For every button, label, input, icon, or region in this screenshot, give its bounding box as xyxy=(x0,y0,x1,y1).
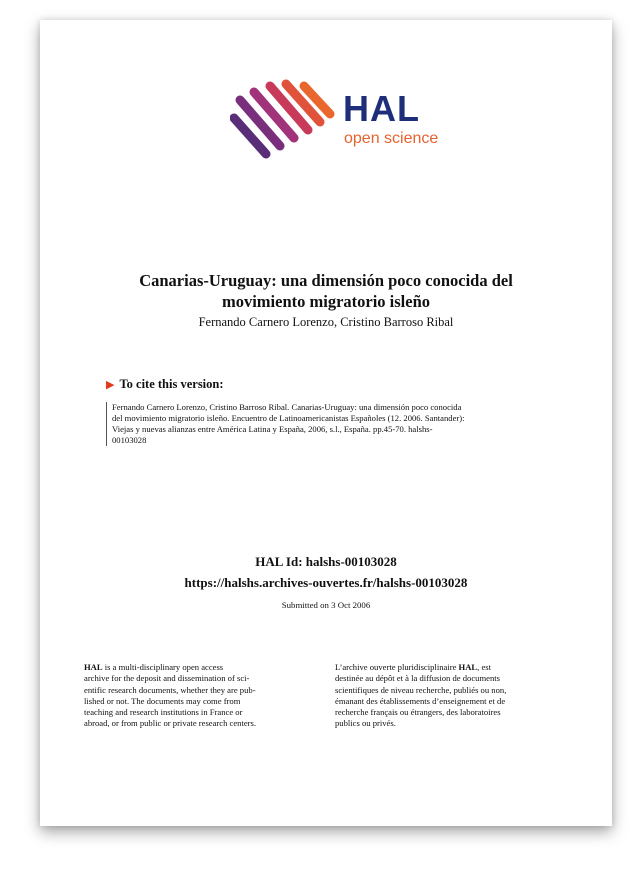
abstract-line: archive for the deposit and dissemination of sci- xyxy=(84,673,250,684)
title-line: Canarias-Uruguay: una dimensión poco conocida del xyxy=(139,271,513,290)
citation-line: 00103028 xyxy=(112,435,147,445)
hal-id: HAL Id: halshs-00103028 xyxy=(255,554,397,569)
title-line: movimiento migratorio isleño xyxy=(221,292,431,311)
hal-bold: HAL xyxy=(458,662,478,672)
submitted-date: Submitted on 3 Oct 2006 xyxy=(281,600,371,610)
abstract-line: scientifiques de niveau recherche, publiés ou non, xyxy=(335,684,507,695)
abstract-text: , est xyxy=(477,662,491,672)
citation-line: Viejas y nuevas alianzas entre América Latina y España, 2006, s.l., España. pp.45-70. halshs- xyxy=(112,424,433,434)
citation-line: Fernando Carnero Lorenzo, Cristino Barroso Ribal. Canarias-Uruguay: una dimensión poco conocida xyxy=(112,402,462,412)
abstract-french xyxy=(335,662,569,730)
hal-logo xyxy=(230,76,470,184)
abstract-line: lished or not. The documents may come from xyxy=(84,695,241,706)
stripe-3 xyxy=(254,92,294,138)
abstract-line xyxy=(335,662,569,673)
abstract-line: abroad, or from public or private research centers. xyxy=(84,718,257,729)
authors: Fernando Carnero Lorenzo, Cristino Barroso Ribal xyxy=(198,315,454,329)
citation-line: del movimiento migratorio isleño. Encuentro de Latinoamericanistas Españoles (12. 2006. Santander): xyxy=(112,413,465,423)
abstract-english xyxy=(84,662,318,730)
stripe-2 xyxy=(240,100,280,146)
abstract-line: publics ou privés. xyxy=(335,718,396,729)
cite-heading-text: To cite this version: xyxy=(119,377,224,391)
hal-url-link[interactable]: https://halshs.archives-ouvertes.fr/halshs-00103028 xyxy=(184,575,468,590)
hal-bold: HAL xyxy=(84,662,103,672)
abstract-line xyxy=(84,662,318,673)
hal-stripes-icon xyxy=(230,76,340,184)
triangle-right-icon: ▶ xyxy=(106,379,115,391)
abstract-text: is a multi-disciplinary open access xyxy=(102,662,224,672)
hal-wordmark: HAL xyxy=(343,88,420,129)
abstract-line: teaching and research institutions in France or xyxy=(84,707,243,718)
paper-title xyxy=(70,270,582,312)
abstract-line: émanant des établissements d’enseignement et de xyxy=(335,695,506,706)
hal-tagline: open science xyxy=(344,130,439,147)
citation-block xyxy=(106,402,596,446)
cite-heading xyxy=(106,377,224,392)
abstract-line: recherche français ou étrangers, des laboratoires xyxy=(335,707,501,718)
abstract-line: destinée au dépôt et à la diffusion de documents xyxy=(335,673,500,684)
abstract-text: L’archive ouverte pluridisciplinaire xyxy=(335,662,459,672)
abstract-line: entific research documents, whether they are pub- xyxy=(84,684,256,695)
document-page xyxy=(40,20,612,826)
